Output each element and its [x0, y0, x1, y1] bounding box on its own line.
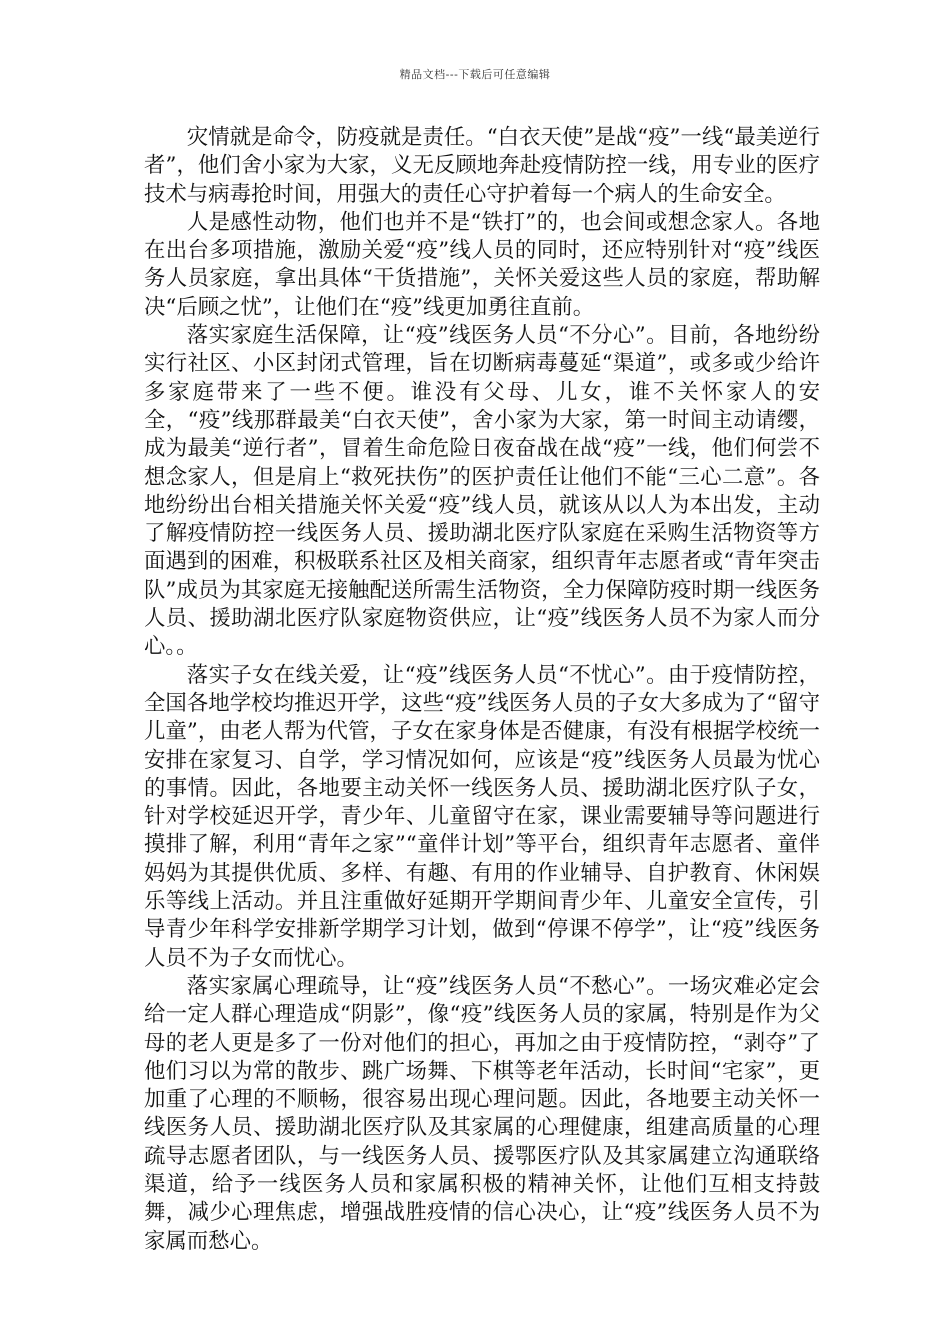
paragraph: 落实子女在线关爱，让“疫”线医务人员“不忧心”。由于疫情防控，全国各地学校均推迟开学，这些“疫”线医务人员的子女大多成为了“留守儿童”，由老人帮为代管，子女在家身体是否健康，有没有根据学校统一安排在家复习、自学，学习情况如何，应该是“疫”线医务人员最为忧心的事情。因此，各地要主动关怀一线医务人员、援助湖北医疗队子女，针对学校延迟开学，青少年、儿童留守在家，课业需要辅导等问题进行摸排了解，利用“青年之家”“童伴计划”等平台，组织青年志愿者、童伴妈妈为其提供优质、多样、有趣、有用的作业辅导、自护教育、休闲娱乐等线上活动。并且注重做好延期开学期间青少年、儿童安全宣传，引导青少年科学安排新学期学习计划，做到“停课不停学”，让“疫”线医务人员不为子女而忧心。 — [144, 662, 820, 971]
document-body — [144, 124, 820, 1256]
paragraph: 人是感性动物，他们也并不是“铁打”的，也会间或想念家人。各地在出台多项措施，激励关爱“疫”线人员的同时，还应特别针对“疫”线医务人员家庭，拿出具体“干货措施”，关怀关爱这些人员的家庭，帮助解决“后顾之忧”，让他们在“疫”线更加勇往直前。 — [144, 209, 820, 320]
page-header: 精品文档---下载后可任意编辑 — [399, 68, 551, 81]
paragraph: 灾情就是命令，防疫就是责任。“白衣天使”是战“疫”一线“最美逆行者”，他们舍小家为大家，义无反顾地奔赴疫情防控一线，用专业的医疗技术与病毒抢时间，用强大的责任心守护着每一个病人的生命安全。 — [144, 125, 820, 207]
paragraph: 落实家庭生活保障，让“疫”线医务人员“不分心”。目前，各地纷纷实行社区、小区封闭式管理，旨在切断病毒蔓延“渠道”，或多或少给许多家庭带来了一些不便。谁没有父母、儿女，谁不关怀家人的安全，“疫”线那群最美“白衣天使”，舍小家为大家，第一时间主动请缨，成为最美“逆行者”，冒着生命危险日夜奋战在战“疫”一线，他们何尝不想念家人，但是肩上“救死扶伤”的医护责任让他们不能“三心二意”。各地纷纷出台相关措施关怀关爱“疫”线人员，就该从以人为本出发，主动了解疫情防控一线医务人员、援助湖北医疗队家庭在采购生活物资等方面遇到的困难，积极联系社区及相关商家，组织青年志愿者或“青年突击队”成员为其家庭无接触配送所需生活物资，全力保障防疫时期一线医务人员、援助湖北医疗队家庭物资供应，让“疫”线医务人员不为家人而分心。。 — [144, 323, 820, 660]
paragraph: 落实家属心理疏导，让“疫”线医务人员“不愁心”。一场灾难必定会给一定人群心理造成“阴影”，像“疫”线医务人员的家属，特别是作为父母的老人更是多了一份对他们的担心，再加之由于疫情防控，“剥夺”了他们习以为常的散步、跳广场舞、下棋等老年活动，长时间“宅家”，更加重了心理的不顺畅，很容易出现心理问题。因此，各地要主动关怀一线医务人员、援助湖北医疗队及其家属的心理健康，组建高质量的心理疏导志愿者团队，与一线医务人员、援鄂医疗队及其家属建立沟通联络渠道，给予一线医务人员和家属积极的精神关怀，让他们互相支持鼓舞，减少心理焦虑，增强战胜疫情的信心决心，让“疫”线医务人员不为家属而愁心。 — [144, 973, 820, 1254]
